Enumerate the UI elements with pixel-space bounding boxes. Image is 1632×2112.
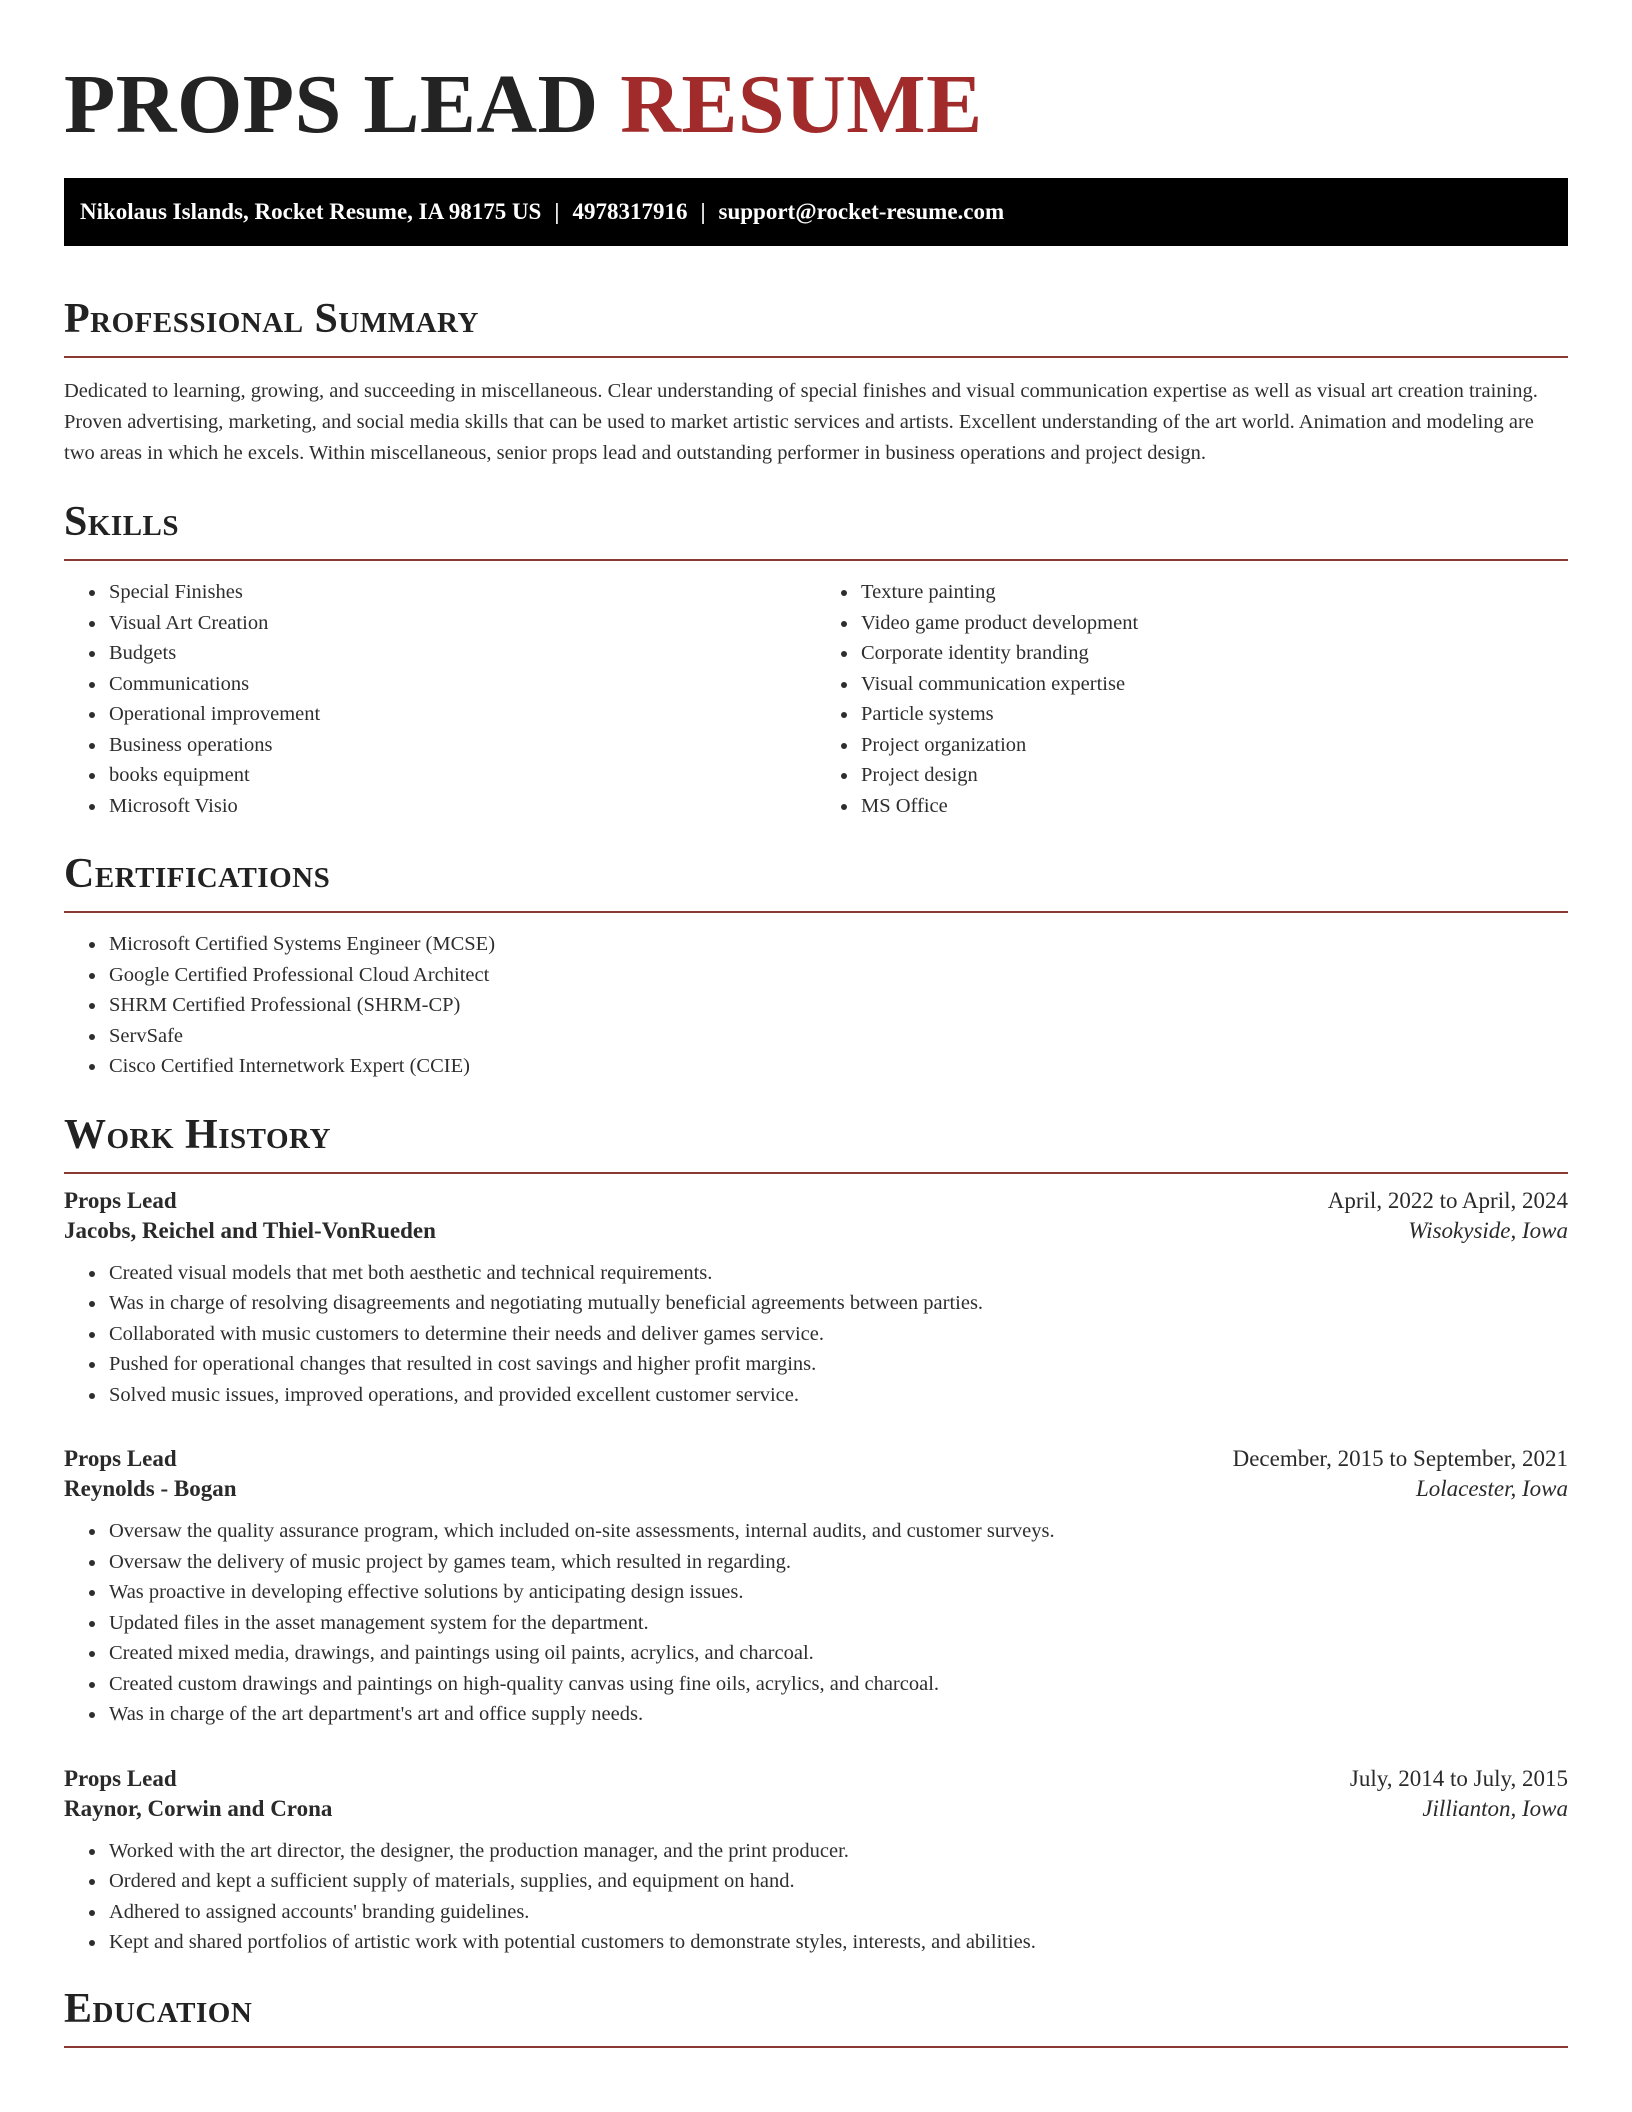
job-bullet: • Kept and shared portfolios of artistic work with potential customers to demonstrate styles, interests, and abilities. [107,1927,1568,1958]
section-divider [64,559,1568,561]
title-main: PROPS LEAD [64,58,599,151]
skill-item: • Budgets [107,638,816,669]
summary-text: Dedicated to learning, growing, and succeeding in miscellaneous. Clear understanding of special finishes and visual communication expertise as well as visual art creation training. Proven advertising, marketing, and social media skills that can be used to market artistic services and artists. Excellent understanding of the art world. Animation and modeling are two areas in which he excels. Within miscellaneous, senior props lead and outstanding performer in business operations and project design. [64,380,1538,464]
skill-item: • Special Finishes [107,577,816,608]
skills-section [64,497,1568,821]
job-bullet: • Ordered and kept a sufficient supply of materials, supplies, and equipment on hand. [107,1866,1568,1897]
contact-email[interactable]: support@rocket-resume.com [718,199,1005,224]
job-title: Props Lead [64,1187,177,1213]
work-history-section [64,1110,1568,1958]
job-bullet: • Created mixed media, drawings, and paintings using oil paints, acrylics, and charcoal. [107,1638,1568,1669]
job-location: Lolacester, Iowa [1415,1476,1568,1501]
job-subheader [64,1218,1568,1244]
job-subheader [64,1476,1568,1502]
job-bullet: • Pushed for operational changes that resulted in cost savings and higher profit margins. [107,1349,1568,1380]
section-heading-education: Education [64,1985,253,2032]
job-bullet: • Created custom drawings and paintings on high-quality canvas using fine oils, acrylics, and charcoal. [107,1669,1568,1700]
skill-item: • Corporate identity branding [859,638,1568,669]
job-dates: December, 2015 to September, 2021 [1232,1446,1568,1471]
skill-item: • Particle systems [859,699,1568,730]
contact-bar [64,178,1568,246]
skill-item: • Operational improvement [107,699,816,730]
skill-item: • Microsoft Visio [107,791,816,822]
skills-list-left [64,577,816,821]
section-divider [64,2046,1568,2048]
job-title: Props Lead [64,1446,177,1471]
skill-item: • Texture painting [859,577,1568,608]
skill-item: • MS Office [859,791,1568,822]
job-bullet: • Adhered to assigned accounts' branding guidelines. [107,1897,1568,1928]
job-header [64,1766,1568,1792]
contact-separator: | [554,199,560,224]
certification-item: • Microsoft Certified Systems Engineer (MCSE) [107,929,1568,960]
job-bullets [64,1516,1568,1730]
skills-columns [64,577,1568,821]
skill-item: • Project design [859,760,1568,791]
section-heading-work-history: Work History [64,1111,331,1158]
section-heading-skills: Skills [64,499,180,545]
section-divider [64,911,1568,913]
job-location: Jillianton, Iowa [1422,1795,1568,1821]
job-bullet: • Solved music issues, improved operations, and provided excellent customer service. [107,1380,1568,1411]
job-bullet: • Updated files in the asset management system for the department. [107,1608,1568,1639]
skill-item: • Visual communication expertise [859,669,1568,700]
skill-item: • Communications [107,669,816,700]
certification-item: • ServSafe [107,1021,1568,1052]
job-entry [64,1766,1568,1958]
job-bullet: • Collaborated with music customers to determine their needs and deliver games service. [107,1319,1568,1350]
title-accent: RESUME [620,58,983,151]
job-bullet: • Oversaw the quality assurance program, which included on-site assessments, internal audits, and customer surveys. [107,1516,1568,1547]
job-entry [64,1188,1568,1411]
skills-list-right [816,577,1568,821]
job-company: Reynolds - Bogan [64,1476,237,1501]
skill-item: • books equipment [107,760,816,791]
skill-item: • Video game product development [859,608,1568,639]
job-header [64,1188,1568,1214]
job-company: Jacobs, Reichel and Thiel-VonRueden [64,1217,436,1243]
job-title: Props Lead [64,1765,177,1791]
job-header [64,1446,1568,1472]
job-company: Raynor, Corwin and Crona [64,1795,333,1821]
job-location: Wisokyside, Iowa [1408,1217,1568,1243]
certifications-list [64,929,1568,1082]
contact-separator: | [700,199,706,224]
job-bullet: • Was in charge of the art department's art and office supply needs. [107,1699,1568,1730]
section-heading-summary: Professional Summary [64,296,479,342]
section-heading-certifications: Certifications [64,851,331,897]
certification-item: • Google Certified Professional Cloud Architect [107,960,1568,991]
contact-phone: 4978317916 [572,199,688,224]
job-bullet: • Was in charge of resolving disagreements and negotiating mutually beneficial agreements between parties. [107,1288,1568,1319]
contact-address: Nikolaus Islands, Rocket Resume, IA 98175 US [80,199,542,224]
job-bullet: • Oversaw the delivery of music project by games team, which resulted in regarding. [107,1547,1568,1578]
skill-item: • Visual Art Creation [107,608,816,639]
section-divider [64,1172,1568,1174]
job-bullet: • Was proactive in developing effective solutions by anticipating design issues. [107,1577,1568,1608]
job-entry [64,1446,1568,1730]
job-bullet: • Worked with the art director, the designer, the production manager, and the print producer. [107,1836,1568,1867]
certifications-section [64,849,1568,1082]
job-subheader [64,1796,1568,1822]
skill-item: • Project organization [859,730,1568,761]
skill-item: • Business operations [107,730,816,761]
job-bullets [64,1258,1568,1411]
certification-item: • Cisco Certified Internetwork Expert (CCIE) [107,1051,1568,1082]
section-divider [64,356,1568,358]
education-section [64,1984,1568,2048]
job-bullet: • Created visual models that met both aesthetic and technical requirements. [107,1258,1568,1289]
job-bullets [64,1836,1568,1958]
resume-title [64,0,1568,154]
certification-item: • SHRM Certified Professional (SHRM-CP) [107,990,1568,1021]
job-dates: April, 2022 to April, 2024 [1327,1187,1568,1213]
summary-section [64,294,1568,469]
job-dates: July, 2014 to July, 2015 [1349,1765,1568,1791]
